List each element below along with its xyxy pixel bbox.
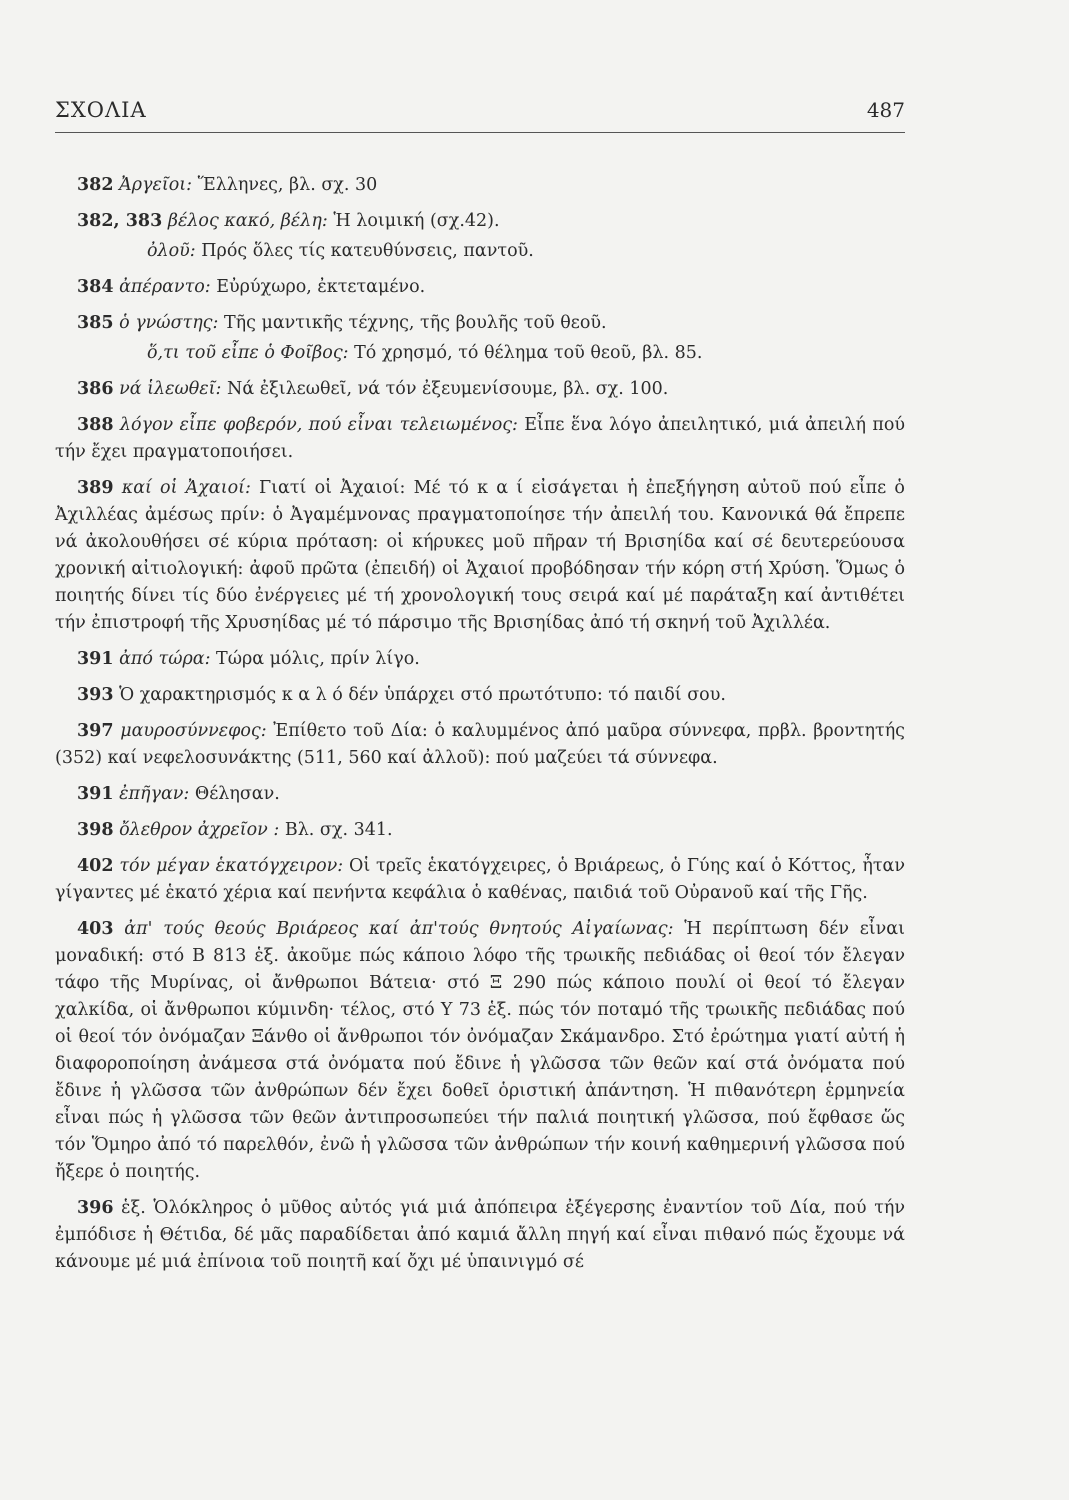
line-number: 386 xyxy=(77,379,114,399)
line-number: 393 xyxy=(77,685,114,705)
commentary-entry xyxy=(55,916,905,1186)
commentary-entry xyxy=(55,781,905,808)
gloss: Βλ. σχ. 341. xyxy=(279,820,393,840)
gloss: Ἕλληνες, βλ. σχ. 30 xyxy=(192,175,378,195)
line-number: 396 xyxy=(77,1198,114,1218)
commentary-entry xyxy=(55,310,905,337)
line-number: 403 xyxy=(77,919,114,939)
line-number: 382 xyxy=(77,175,114,195)
gloss: Ἡ λοιμική (σχ.42). xyxy=(327,211,500,231)
lemma: μαυροσύννεφος: xyxy=(120,721,267,741)
lemma: ὅ,τι τοῦ εἶπε ὁ Φοῖβος: xyxy=(147,343,349,363)
commentary-entry xyxy=(55,682,905,709)
commentary-entry xyxy=(55,817,905,844)
commentary-entry xyxy=(55,238,905,265)
commentary-entry xyxy=(55,718,905,772)
lemma: ὄλεθρον ἀχρεῖον : xyxy=(119,820,280,840)
gloss: Τώρα μόλις, πρίν λίγο. xyxy=(210,649,420,669)
line-number: 384 xyxy=(77,277,114,297)
lemma: καί οἱ Ἀχαιοί: xyxy=(121,478,251,498)
gloss: Θέλησαν. xyxy=(189,784,280,804)
lemma: ὀλοῦ: xyxy=(147,241,196,261)
line-number: 382, 383 xyxy=(77,211,163,231)
gloss: Ἡ περίπτωση δέν εἶναι μοναδική: στό Β 813 ἑξ. ἀκοῦμε πώς κάποιο λόφο τῆς τρωικῆς πεδιάδας οἱ θεοί τόν ἔλεγαν τάφο τῆς Μυρίνας, οἱ ἄνθρωποι Βάτεια· στό Ξ 290 πώς κάποιο πουλί οἱ θεοί τό ἔλεγαν χαλκίδα, οἱ ἄνθρωποι κύμινδη· τέλος, στό Υ 73 ἑξ. πώς τόν ποταμό τῆς τρωικῆς πεδιάδας πού οἱ θεοί τόν ὀνόμαζαν Ξάνθο οἱ ἄνθρωποι τόν ὀνόμαζαν Σκάμανδρο. Στό ἐρώτημα γιατί αὐτή ἡ διαφοροποίηση ἀνάμεσα στά ὀνόματα πού ἔδινε ἡ γλῶσσα τῶν θεῶν καί στά ὀνόματα πού ἔδινε ἡ γλῶσσα τῶν ἀνθρώπων δέν ἔχει δοθεῖ ὁριστική ἀπάντηση. Ἡ πιθανότερη ἑρμηνεία εἶναι πώς ἡ γλῶσσα τῶν θεῶν ἀντιπροσωπεύει τήν παλιά ποιητική γλῶσσα, πού ἔφθασε ὥς τόν Ὅμηρο ἀπό τό παρελθόν, ἐνῶ ἡ γλῶσσα τῶν ἀνθρώπων τήν κοινή καθημερινή γλῶσσα πού ἤξερε ὁ ποιητής. xyxy=(55,919,905,1182)
line-number: 389 xyxy=(77,478,114,498)
lemma: ἀπ' τούς θεούς Βριάρεος καί ἀπ'τούς θνητούς Αἰγαίωνας: xyxy=(124,919,674,939)
commentary-entry xyxy=(55,274,905,301)
gloss: Γιατί οἱ Ἀχαιοί: Μέ τό κ α ί εἰσάγεται ἡ ἐπεξήγηση αὐτοῦ πού εἶπε ὁ Ἀχιλλέας ἀμέσως πρίν: ὁ Ἀγαμέμνονας πραγματοποίησε τήν ἀπειλή του. Κανονικά θά ἔπρεπε νά ἀκολουθήσει σέ κύρια πρόταση: οἱ κήρυκες μοῦ πῆραν τή Βρισηίδα καί σέ δευτερεύουσα χρονική αἰτιολογική: ἀφοῦ πρῶτα (ἐπειδή) οἱ Ἀχαιοί προβόδησαν τήν κόρη στή Χρύση. Ὅμως ὁ ποιητής δίνει τίς δύο ἐνέργειες μέ τή χρονολογική τους σειρά καί μέ παράταξη καί ἀντιθέτει τήν ἐπιστροφή τῆς Χρυσηίδας μέ τό πάρσιμο τῆς Βρισηίδας ἀπό τή σκηνή τοῦ Ἀχιλλέα. xyxy=(55,478,905,633)
gloss: Πρός ὅλες τίς κατευθύνσεις, παντοῦ. xyxy=(195,241,534,261)
lemma: Ἀργεῖοι: xyxy=(119,175,193,195)
line-number: 391 xyxy=(77,649,114,669)
commentary-entry xyxy=(55,172,905,199)
running-header xyxy=(55,96,905,133)
gloss: Ἐπίθετο τοῦ Δία: ὁ καλυμμένος ἀπό μαῦρα σύννεφα, πρβλ. βροντητής (352) καί νεφελοσυνάκτης (511, 560 καί ἀλλοῦ): πού μαζεύει τά σύννεφα. xyxy=(55,721,905,768)
gloss: Εὐρύχωρο, ἐκτεταμένο. xyxy=(210,277,426,297)
lemma: ἀπέραντο: xyxy=(119,277,211,297)
commentary-entry xyxy=(55,412,905,466)
commentary-entry xyxy=(55,475,905,637)
gloss: ἑξ. Ὁλόκληρος ὁ μῦθος αὐτός γιά μιά ἀπόπειρα ἐξέγερσης ἐναντίον τοῦ Δία, πού τήν ἐμπόδισε ἡ Θέτιδα, δέ μᾶς παραδίδεται ἀπό καμιά ἄλλη πηγή καί εἶναι πιθανό πώς ἔχουμε νά κάνουμε μέ μιά ἐπίνοια τοῦ ποιητῆ καί ὄχι μέ ὑπαινιγμό σέ xyxy=(55,1198,905,1272)
line-number: 388 xyxy=(77,415,114,435)
commentary-entry xyxy=(55,208,905,235)
lemma: τόν μέγαν ἑκατόγχειρον: xyxy=(119,856,344,876)
lemma: ἐπῆγαν: xyxy=(119,784,190,804)
line-number: 402 xyxy=(77,856,114,876)
line-number: 385 xyxy=(77,313,114,333)
line-number: 398 xyxy=(77,820,114,840)
commentary-entry xyxy=(55,340,905,367)
gloss: Τό χρησμό, τό θέλημα τοῦ θεοῦ, βλ. 85. xyxy=(348,343,703,363)
lemma: λόγον εἶπε φοβερόν, πού εἶναι τελειωμένος: xyxy=(119,415,518,435)
commentary-entry xyxy=(55,646,905,673)
gloss: Τῆς μαντικῆς τέχνης, τῆς βουλῆς τοῦ θεοῦ. xyxy=(218,313,607,333)
gloss: Νά ἐξιλεωθεῖ, νά τόν ἐξευμενίσουμε, βλ. σχ. 100. xyxy=(221,379,669,399)
gloss: Εἶπε ἕνα λόγο ἀπειλητικό, μιά ἀπειλή πού τήν ἔχει πραγματοποιήσει. xyxy=(55,415,905,462)
page-number: 487 xyxy=(866,98,905,122)
commentary-entry xyxy=(55,376,905,403)
lemma: βέλος κακό, βέλη: xyxy=(167,211,328,231)
line-number: 397 xyxy=(77,721,114,741)
lemma: νά ἱλεωθεῖ: xyxy=(119,379,222,399)
gloss: Ὁ χαρακτηρισμός κ α λ ό δέν ὑπάρχει στό πρωτότυπο: τό παιδί σου. xyxy=(113,685,726,705)
lemma: ὁ γνώστης: xyxy=(119,313,219,333)
lemma: ἀπό τώρα: xyxy=(119,649,211,669)
line-number: 391 xyxy=(77,784,114,804)
commentary-entry xyxy=(55,853,905,907)
commentary-body xyxy=(55,172,905,1285)
section-title: ΣΧΟΛΙΑ xyxy=(55,98,147,122)
gloss: Οἱ τρεῖς ἑκατόγχειρες, ὁ Βριάρεως, ὁ Γύης καί ὁ Κόττος, ἦταν γίγαντες μέ ἑκατό χέρια καί πενήντα κεφάλια ὁ καθένας, παιδιά τοῦ Οὐρανοῦ καί τῆς Γῆς. xyxy=(55,856,905,903)
commentary-entry xyxy=(55,1195,905,1276)
